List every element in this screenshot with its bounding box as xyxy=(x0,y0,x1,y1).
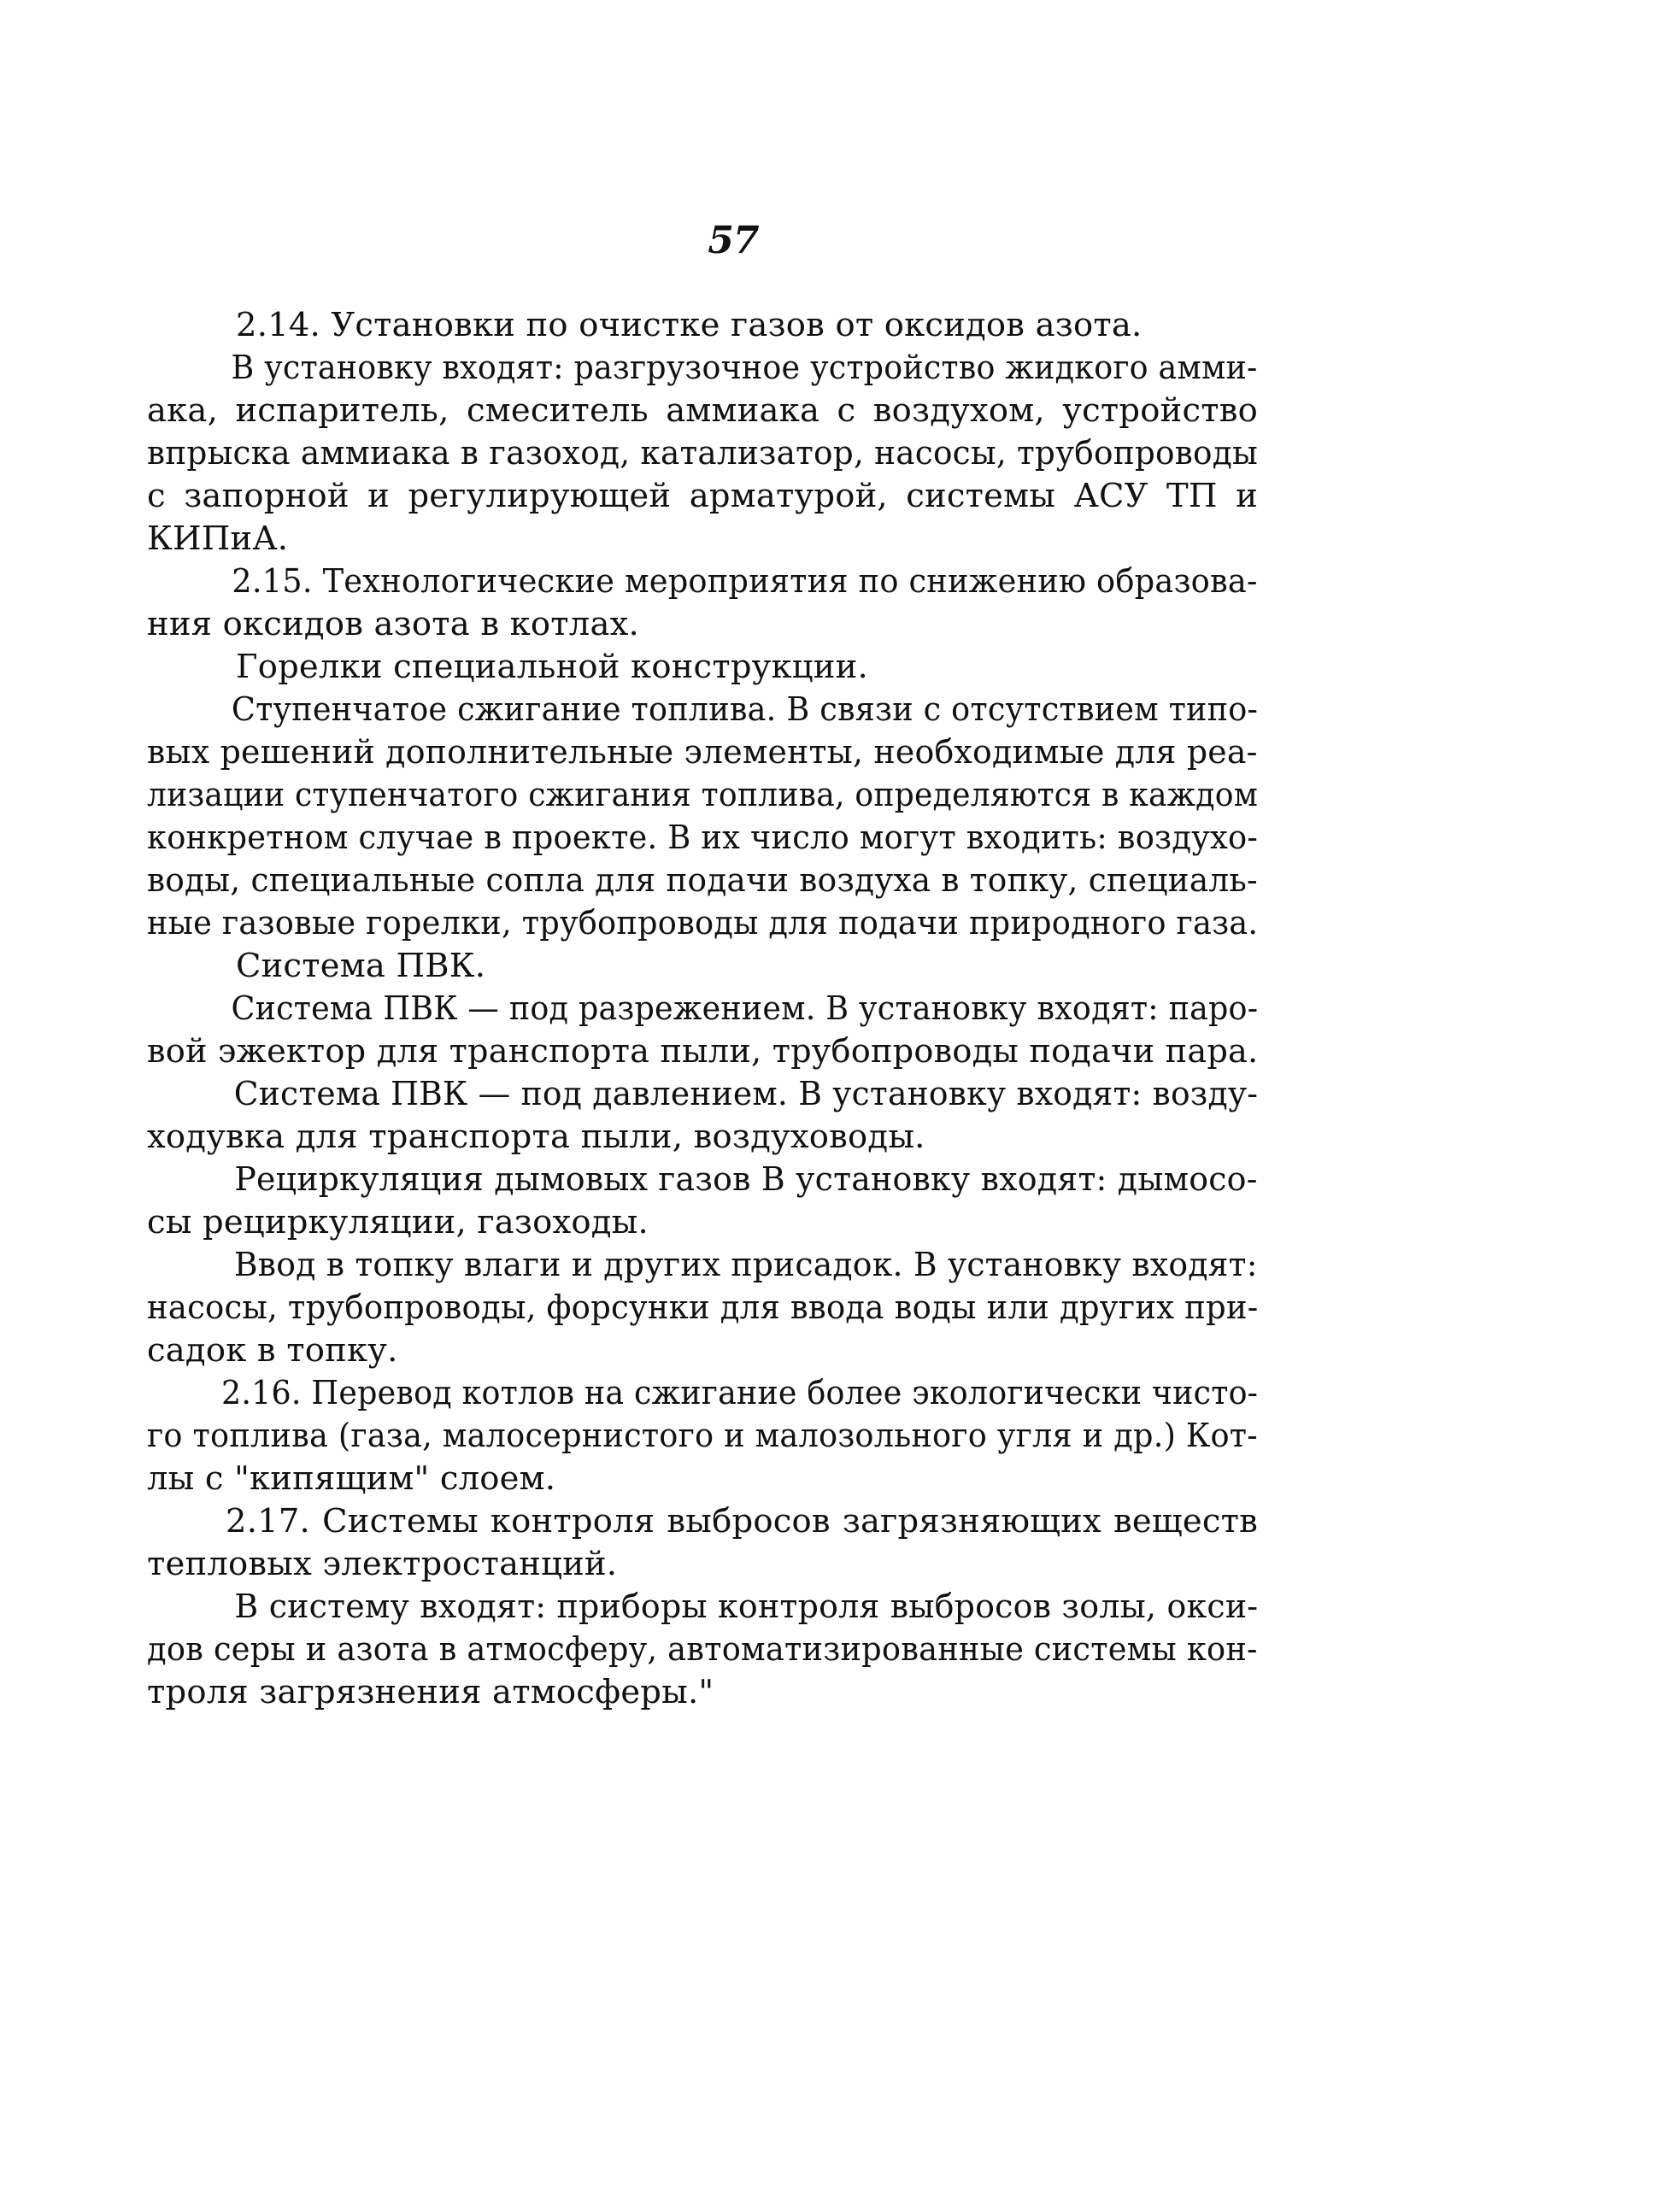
paragraph-line: В систему входят: приборы контроля выбросов золы, окси- xyxy=(234,1588,1259,1626)
paragraph-line: конкретном случае в проекте. В их число могут входить: воздухо- xyxy=(147,819,1258,857)
paragraph-line: вой эжектор для транспорта пыли, трубопроводы подачи пара. xyxy=(147,1032,1259,1071)
paragraph-line: ака, испаритель, смеситель аммиака с воздухом, устройство xyxy=(147,391,1258,430)
paragraph-line: В установку входят: разгрузочное устройство жидкого амми- xyxy=(231,349,1258,387)
paragraph-line: лизации ступенчатого сжигания топлива, определяются в каждом xyxy=(147,776,1259,814)
paragraph-line: троля загрязнения атмосферы." xyxy=(147,1673,714,1711)
paragraph-line: вых решений дополнительные элементы, необходимые для реа- xyxy=(147,733,1258,772)
paragraph-line: сы рециркуляции, газоходы. xyxy=(147,1203,649,1241)
paragraph-line: воды, специальные сопла для подачи воздуха в топку, специаль- xyxy=(147,861,1258,900)
paragraph-line: Рециркуляция дымовых газов В установку входят: дымосо- xyxy=(234,1160,1258,1199)
paragraph-line: Система ПВК. xyxy=(236,947,486,985)
paragraph-line: Горелки специальной конструкции. xyxy=(236,648,868,686)
paragraph-line: Ступенчатое сжигание топлива. В связи с отсутствием типо- xyxy=(231,690,1259,729)
paragraph-line: Система ПВК — под разрежением. В установку входят: паро- xyxy=(231,989,1259,1028)
paragraph-line: го топлива (газа, малосернистого и малозольного угля и др.) Кот- xyxy=(147,1417,1258,1455)
paragraph-line: Ввод в топку влаги и других присадок. В установку входят: xyxy=(233,1246,1258,1284)
paragraph-line: садок в топку. xyxy=(147,1331,398,1370)
paragraph-line: КИПиА. xyxy=(147,519,289,558)
paragraph-line: с запорной и регулирующей арматурой, системы АСУ ТП и xyxy=(147,477,1258,515)
paragraph-line: ходувка для транспорта пыли, воздуховоды. xyxy=(147,1118,925,1156)
paragraph-line: ные газовые горелки, трубопроводы для подачи природного газа. xyxy=(147,904,1259,942)
page-number: 57 xyxy=(708,219,759,262)
paragraph-line: впрыска аммиака в газоход, катализатор, насосы, трубопроводы xyxy=(147,434,1259,472)
body-text xyxy=(147,304,1258,1714)
paragraph-line: дов серы и азота в атмосферу, автоматизированные системы кон- xyxy=(147,1630,1258,1669)
paragraph-line: насосы, трубопроводы, форсунки для ввода воды или других при- xyxy=(147,1288,1259,1327)
section-heading-2-14: 2.14. Установки по очистке газов от оксидов азота. xyxy=(236,306,1143,344)
paragraph-line: ния оксидов азота в котлах. xyxy=(147,605,639,643)
paragraph-line: лы с "кипящим" слоем. xyxy=(147,1459,556,1498)
paragraph-line: тепловых электростанций. xyxy=(147,1545,618,1583)
section-heading-2-16: 2.16. Перевод котлов на сжигание более экологически чисто- xyxy=(221,1374,1259,1412)
paragraph-line: Система ПВК — под давлением. В установку входят: возду- xyxy=(233,1075,1259,1113)
section-heading-2-17: 2.17. Системы контроля выбросов загрязняющих веществ xyxy=(226,1502,1258,1541)
section-heading-2-15: 2.15. Технологические мероприятия по снижению образова- xyxy=(232,562,1258,601)
